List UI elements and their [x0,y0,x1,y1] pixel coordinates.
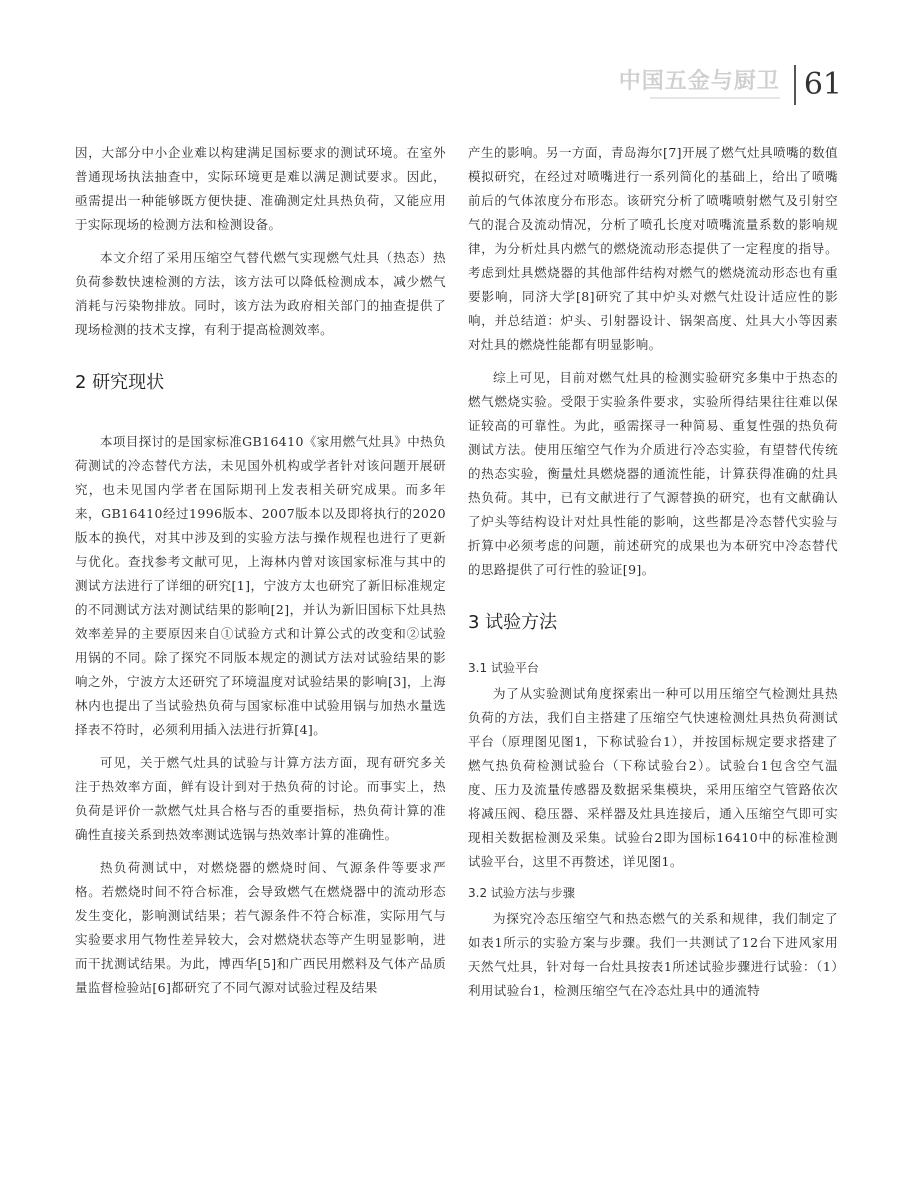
paragraph: 本文介绍了采用压缩空气替代燃气实现燃气灶具（热态）热负荷参数快速检测的方法，该方法可以降低检测成本，减少燃气消耗与污染物排放。同时，该方法为政府相关部门的抽查提供了现场检测的技术支撑，有利于提高检测效率。 [75,250,446,337]
paragraph: 因，大部分中小企业难以构建满足国标要求的测试环境。在室外普通现场执法抽查中，实际环境更是难以满足测试要求。因此，亟需提出一种能够既方便快捷、准确测定灶具热负荷，又能应用于实际现场的检测方法和检测设备。 [75,145,446,232]
paragraph: 为了从实验测试角度探索出一种可以用压缩空气检测灶具热负荷的方法，我们自主搭建了压缩空气快速检测灶具热负荷测试平台（原理图见图1，下称试验台1），并按国标规定要求搭建了燃气热负荷检测试验台（下称试验台2）。试验台1包含空气温度、压力及流量传感器及数据采集模块，采用压缩空气管路依次将减压阀、稳压器、采样器及灶具连接后，通入压缩空气即可实现相关数据检测及采集。试验台2即为国标16410中的标准检测试验平台，这里不再赘述，详见图1。 [468,686,838,869]
paragraph: 综上可见，目前对燃气灶具的检测实验研究多集中于热态的燃气燃烧实验。受限于实验条件要求，实验所得结果往往难以保证较高的可靠性。为此，亟需探寻一种简易、重复性强的热负荷测试方法。使用压缩空气作为介质进行冷态实验，有望替代传统的热态实验，衡量灶具燃烧器的通流性能，计算获得准确的灶具热负荷。其中，已有文献进行了气源替换的研究，也有文献确认了炉头等结构设计对灶具性能的影响，这些都是冷态替代实验与折算中必须考虑的问题，前述研究的成果也为本研究中冷态替代的思路提供了可行性的验证[9]。 [468,370,838,577]
section-heading: 2 研究现状 [75,372,165,393]
subsection-heading: 3.2 试验方法与步骤 [468,886,575,900]
journal-logo [619,71,780,99]
paragraph: 产生的影响。另一方面，青岛海尔[7]开展了燃气灶具喷嘴的数值模拟研究，在经过对喷嘴进行一系列简化的基础上，给出了喷嘴前后的气体浓度分布形态。该研究分析了喷嘴喷射燃气及引射空气的混合及流动情况，分析了喷孔长度对喷嘴流量系数的影响规律，为分析灶具内燃气的燃烧流动形态提供了一定程度的指导。考虑到灶具燃烧器的其他部件结构对燃气的燃烧流动形态也有重要影响，同济大学[8]研究了其中炉头对燃气灶设计适应性的影响，并总结道：炉头、引射器设计、锅架高度、灶具大小等因素对灶具的燃烧性能都有明显影响。 [468,145,838,352]
paragraph: 热负荷测试中，对燃烧器的燃烧时间、气源条件等要求严格。若燃烧时间不符合标准，会导致燃气在燃烧器中的流动形态发生变化，影响测试结果；若气源条件不符合标准，实际用气与实验要求用气物性差异较大，会对燃烧状态等产生明显影响，进而干扰测试结果。为此，博西华[5]和广西民用燃料及气体产品质量监督检验站[6]都研究了不同气源对试验过程及结果 [75,860,446,995]
header-divider [794,65,796,105]
page-number: 61 [803,67,842,102]
logo-underline [650,97,780,99]
journal-logo-text: 中国五金与厨卫 [618,69,780,94]
left-column [75,141,446,1009]
section-heading: 3 试验方法 [468,612,558,633]
subsection-heading: 3.1 试验平台 [468,661,539,675]
paragraph: 本项目探讨的是国家标准GB16410《家用燃气灶具》中热负荷测试的冷态替代方法，未见国外机构或学者针对该问题开展研究，也未见国内学者在国际期刊上发表相关研究成果。而多年来，GB16410经过1996版本、2007版本以及即将执行的2020版本的换代，对其中涉及到的实验方法与操作规程也进行了更新与优化。查找参考文献可见，上海林内曾对该国家标准与其中的测试方法进行了详细的研究[1]，宁波方太也研究了新旧标准规定的不同测试方法对测试结果的影响[2]，并认为新旧国标下灶具热效率差异的主要原因来自①试验方式和计算公式的改变和②试验用锅的不同。除了探究不同版本规定的测试方法对试验结果的影响之外，宁波方太还研究了环境温度对试验结果的影响[3]，上海林内也提出了当试验热负荷与国家标准中试验用锅与加热水量选择表不符时，必须利用插入法进行折算[4]。 [75,434,446,737]
page-header [619,62,842,108]
right-column [468,141,838,1012]
paragraph: 可见，关于燃气灶具的试验与计算方法方面，现有研究多关注于热效率方面，鲜有设计到对于热负荷的讨论。而事实上，热负荷是评价一款燃气灶具合格与否的重要指标，热负荷计算的准确性直接关系到热效率测试选锅与热效率计算的准确性。 [75,755,446,842]
paragraph: 为探究冷态压缩空气和热态燃气的关系和规律，我们制定了如表1所示的实验方案与步骤。我们一共测试了12台下进风家用天然气灶具，针对每一台灶具按表1所述试验步骤进行试验：（1）利用试验台1，检测压缩空气在冷态灶具中的通流特 [468,911,838,998]
